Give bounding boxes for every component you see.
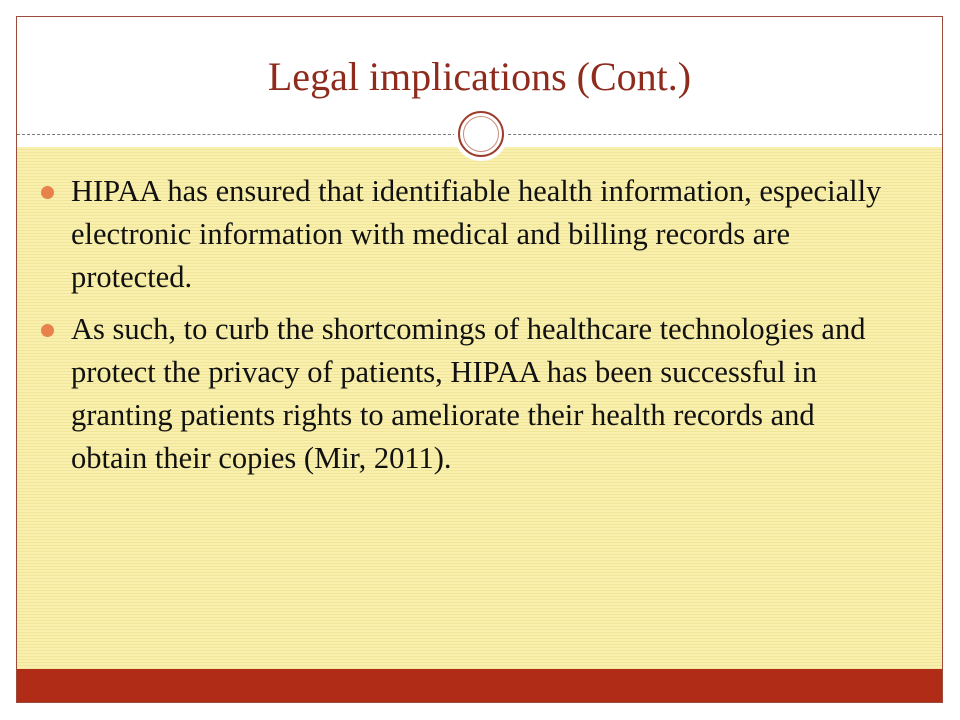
bullet-item [71,170,891,299]
bullet-text: As such, to curb the shortcomings of healthcare technologies and protect the privacy of patients, HIPAA has been successful in granting patients rights to ameliorate their health records and obtain their copies (Mir, 2011). [71,312,866,475]
slide-title: Legal implications (Cont.) [267,54,692,99]
bullet-list [71,170,891,489]
bullet-text: HIPAA has ensured that identifiable health information, especially electronic information with medical and billing records are protected. [71,174,882,294]
ornament-inner-ring [463,116,499,152]
bullet-dot-icon [41,324,54,337]
bullet-dot-icon [41,186,54,199]
bottom-bar [17,669,942,702]
bullet-item [71,308,891,480]
ornament-outer-ring [458,111,504,157]
circle-ornament-icon [454,107,508,161]
slide [16,16,943,703]
